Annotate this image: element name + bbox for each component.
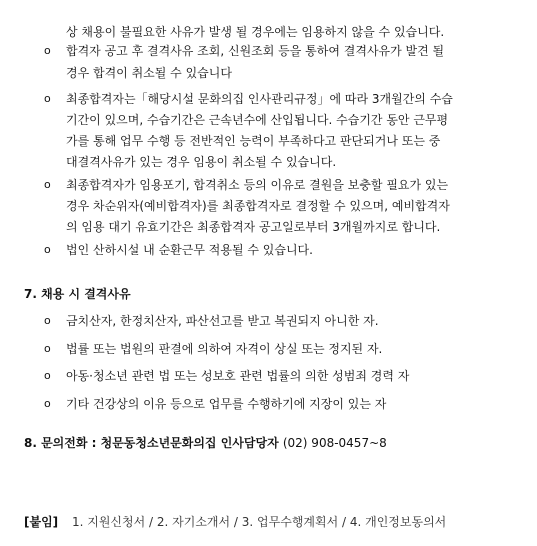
bullet-icon: o — [44, 397, 51, 410]
item-line: 최종합격자가 임용포기, 합격취소 등의 이유로 결원을 보충할 필요가 있는 — [66, 178, 449, 192]
bullet-icon: o — [44, 314, 51, 327]
continuation-line: 상 채용이 불필요한 사유가 발생 될 경우에는 임용하지 않을 수 있습니다. — [66, 25, 445, 39]
contact-line — [24, 435, 387, 451]
bullet-icon: o — [44, 243, 51, 256]
bullet-icon: o — [44, 178, 51, 191]
item-line: 기간이 있으며, 수습기간은 근속년수에 산입됩니다. 수습기간 동안 근무평 — [66, 113, 449, 127]
contact-label: 8. 문의전화 : 청문동청소년문화의집 인사담당자 — [24, 436, 279, 450]
attachments-tag: [붙임] — [24, 515, 59, 529]
section-heading: 7. 채용 시 결격사유 — [24, 287, 131, 301]
attachments-line — [24, 514, 446, 530]
bullet-icon: o — [44, 342, 51, 355]
item-line: 경우 합격이 취소될 수 있습니다 — [66, 66, 232, 80]
contact-phone: (02) 908-0457~8 — [282, 436, 387, 450]
list-item: 법률 또는 법원의 판결에 의하여 자격이 상실 또는 정지된 자. — [66, 342, 383, 356]
item-line: 합격자 공고 후 결격사유 조회, 신원조회 등을 통하여 결격사유가 발견 될 — [66, 44, 445, 58]
bullet-icon: o — [44, 44, 51, 57]
item-line: 경우 차순위자(예비합격자)를 최종합격자로 결정할 수 있으며, 예비합격자 — [66, 199, 450, 213]
list-item: 기타 건강상의 이유 등으로 업무를 수행하기에 지장이 있는 자 — [66, 397, 387, 411]
item-line: 법인 산하시설 내 순환근무 적용될 수 있습니다. — [66, 243, 313, 257]
item-line: 의 임용 대기 유효기간은 최종합격자 공고일로부터 3개월까지로 합니다. — [66, 220, 441, 234]
item-line: 가를 통해 업무 수행 등 전반적인 능력이 부족하다고 판단되거나 또는 중 — [66, 134, 441, 148]
bullet-icon: o — [44, 92, 51, 105]
item-line: 최종합격자는「해당시설 문화의집 인사관리규정」에 따라 3개월간의 수습 — [66, 92, 453, 106]
bullet-icon: o — [44, 369, 51, 382]
list-item: 금치산자, 한정치산자, 파산선고를 받고 복권되지 아니한 자. — [66, 314, 379, 328]
attachments-list: 1. 지원신청서 / 2. 자기소개서 / 3. 업무수행계획서 / 4. 개인정보동의서 — [71, 515, 447, 529]
item-line: 대결격사유가 있는 경우 임용이 취소될 수 있습니다. — [66, 155, 337, 169]
list-item: 아동·청소년 관련 법 또는 성보호 관련 법률의 의한 성범죄 경력 자 — [66, 369, 410, 383]
